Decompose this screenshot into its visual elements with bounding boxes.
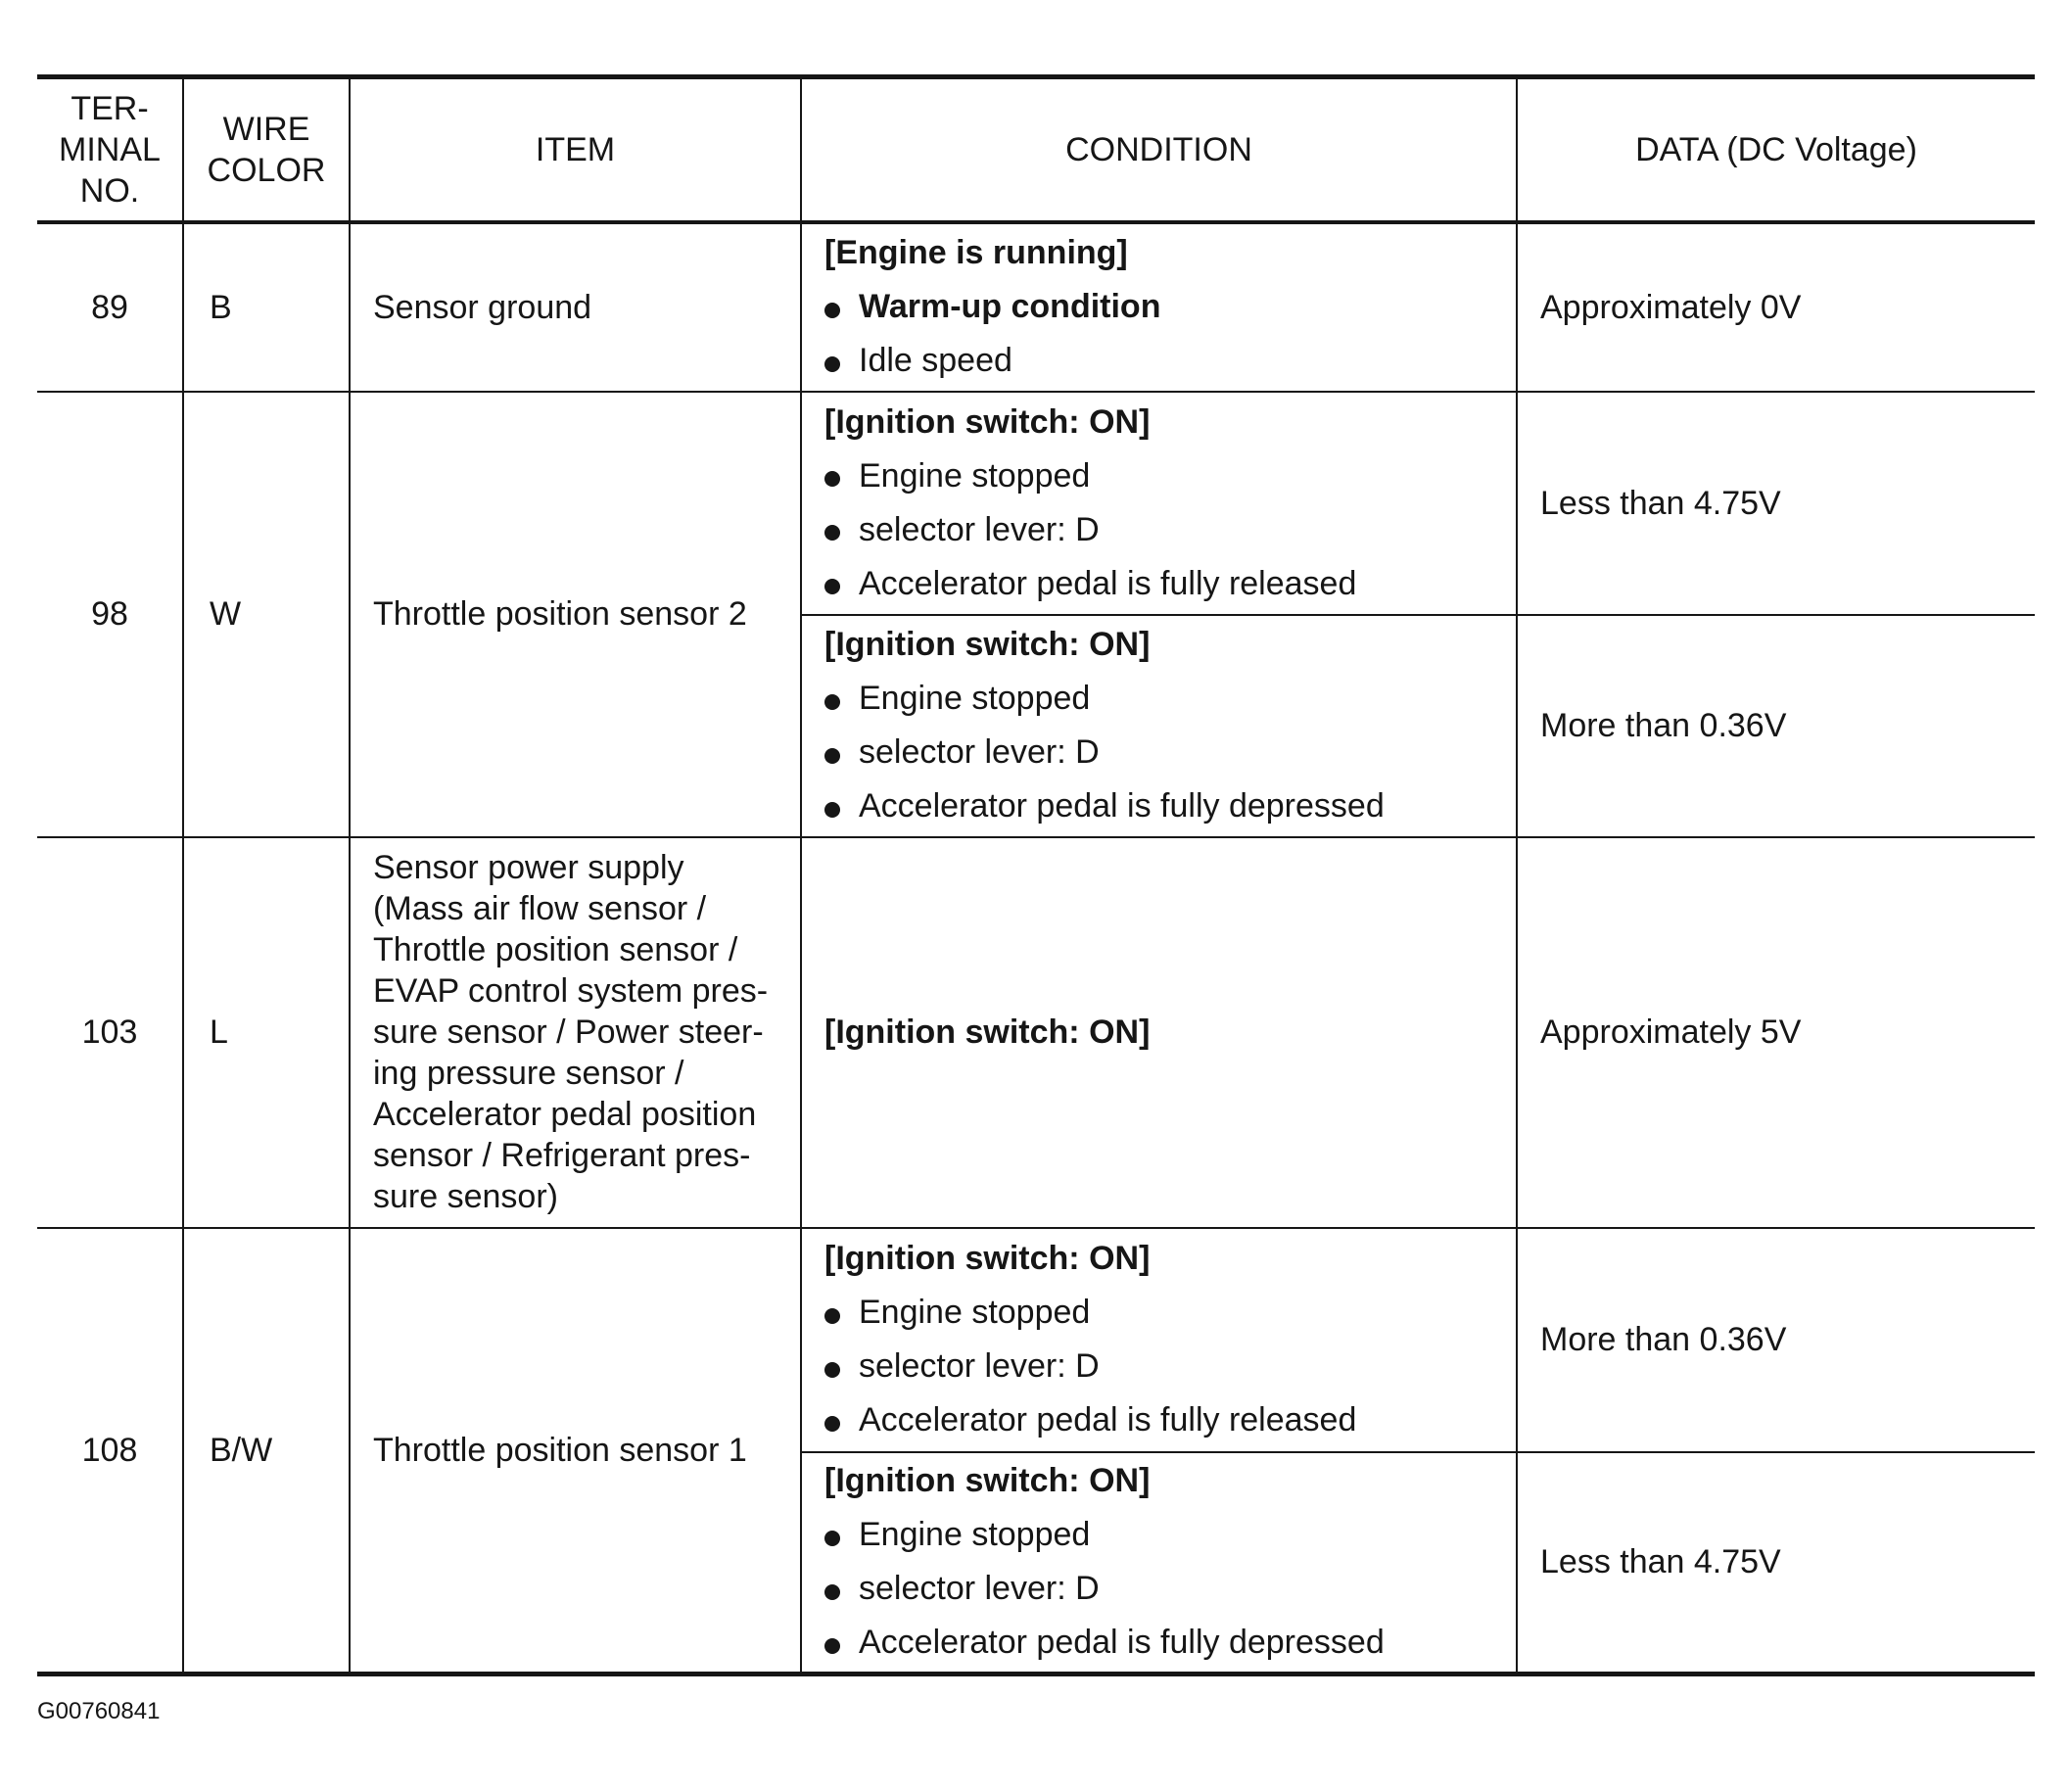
- bullet-icon: [824, 694, 840, 710]
- dc-voltage-value: Less than 4.75V: [1540, 1543, 1781, 1581]
- condition-cell: [801, 1452, 1517, 1674]
- terminal-cell: [37, 837, 183, 1228]
- header-condition: [801, 77, 1517, 222]
- data-cell: [1517, 615, 2035, 837]
- wire-color: B/W: [210, 1431, 273, 1469]
- table-row: [37, 837, 2035, 1228]
- item-text-line: Accelerator pedal position: [373, 1096, 757, 1133]
- terminal-cell: [37, 1228, 183, 1674]
- data-cell: [1517, 392, 2035, 615]
- condition-bullet-text: selector lever: D: [859, 733, 1100, 771]
- terminal-cell: [37, 392, 183, 837]
- bullet-icon: [824, 1308, 840, 1324]
- item-cell: [350, 392, 801, 837]
- header-line: MINAL: [59, 130, 161, 168]
- wire-color: B: [210, 288, 232, 326]
- item-cell: [350, 837, 801, 1228]
- table-row: [37, 222, 2035, 392]
- condition-bullet: [824, 334, 1496, 388]
- header-line: TER-: [71, 89, 149, 127]
- condition-bullet: [824, 672, 1496, 726]
- item-text-line: sure sensor): [373, 1178, 558, 1215]
- bullet-icon: [824, 748, 840, 764]
- condition-bullet-text: Idle speed: [859, 342, 1012, 379]
- item-text-line: sure sensor / Power steer-: [373, 1014, 764, 1051]
- header-line: ITEM: [535, 130, 616, 168]
- table-header: [37, 77, 2035, 222]
- condition-bullet: [824, 449, 1496, 503]
- dc-voltage-value: Approximately 0V: [1540, 288, 1802, 326]
- item-cell: [350, 222, 801, 392]
- condition-bullet: [824, 1340, 1496, 1393]
- condition-cell: [801, 615, 1517, 837]
- figure-id: G00760841: [37, 1698, 161, 1724]
- item-text: Throttle position sensor 2: [373, 595, 747, 633]
- terminal-number: 98: [91, 595, 128, 633]
- bullet-icon: [824, 471, 840, 487]
- item-text-line: Throttle position sensor /: [373, 931, 738, 968]
- bullet-icon: [824, 1416, 840, 1432]
- terminal-cell: [37, 222, 183, 392]
- condition-cell: [801, 837, 1517, 1228]
- condition-bullet: [824, 1508, 1496, 1562]
- terminal-number: 103: [81, 1014, 138, 1051]
- header-line: WIRE: [222, 110, 310, 148]
- data-cell: [1517, 222, 2035, 392]
- condition-bullet: [824, 726, 1496, 779]
- condition-bullet: [824, 779, 1496, 833]
- condition-heading: [Ignition switch: ON]: [824, 402, 1151, 441]
- header-line: CONDITION: [1065, 130, 1252, 168]
- condition-cell: [801, 392, 1517, 615]
- data-cell: [1517, 1228, 2035, 1452]
- wire-color-cell: [183, 392, 350, 837]
- bullet-icon: [824, 1531, 840, 1546]
- condition-cell: [801, 1228, 1517, 1452]
- condition-bullet-text: Engine stopped: [859, 1294, 1091, 1331]
- item-text: Throttle position sensor 1: [373, 1431, 747, 1469]
- condition-bullet: [824, 280, 1496, 334]
- dc-voltage-value: More than 0.36V: [1540, 707, 1787, 744]
- dc-voltage-value: More than 0.36V: [1540, 1321, 1787, 1358]
- wire-color-cell: [183, 1228, 350, 1674]
- condition-bullet-text: Accelerator pedal is fully depressed: [859, 1624, 1385, 1662]
- condition-bullet-text: Warm-up condition: [859, 288, 1161, 325]
- bullet-icon: [824, 303, 840, 318]
- condition-bullet-text: selector lever: D: [859, 1570, 1100, 1608]
- ecm-terminal-table: [37, 74, 2035, 1676]
- header-row: [37, 77, 2035, 222]
- condition-bullet-text: selector lever: D: [859, 1347, 1100, 1385]
- terminal-number: 89: [91, 288, 128, 326]
- bullet-icon: [824, 525, 840, 541]
- condition-bullet-text: Accelerator pedal is fully released: [859, 1401, 1357, 1438]
- header-data: [1517, 77, 2035, 222]
- dc-voltage-value: Less than 4.75V: [1540, 484, 1781, 522]
- item-text-line: (Mass air flow sensor /: [373, 890, 707, 927]
- condition-cell: [801, 222, 1517, 392]
- condition-bullet-text: Engine stopped: [859, 456, 1091, 495]
- header-wire-color: [183, 77, 350, 222]
- bullet-icon: [824, 802, 840, 818]
- data-cell: [1517, 837, 2035, 1228]
- condition-heading: [Ignition switch: ON]: [824, 1013, 1151, 1051]
- condition-bullet-text: Accelerator pedal is fully depressed: [859, 787, 1385, 825]
- item-cell: [350, 1228, 801, 1674]
- table-body: [37, 222, 2035, 1674]
- bullet-icon: [824, 356, 840, 372]
- condition-bullet-text: Engine stopped: [859, 1516, 1091, 1554]
- condition-heading: [Ignition switch: ON]: [824, 626, 1151, 663]
- bullet-icon: [824, 1584, 840, 1600]
- condition-heading: [Ignition switch: ON]: [824, 1240, 1151, 1277]
- wire-color-cell: [183, 222, 350, 392]
- header-line: DATA (DC Voltage): [1635, 130, 1917, 168]
- wire-color: W: [210, 595, 242, 633]
- header-line: COLOR: [207, 151, 326, 189]
- condition-bullet: [824, 1393, 1496, 1447]
- condition-bullet: [824, 1616, 1496, 1670]
- bullet-icon: [824, 579, 840, 594]
- dc-voltage-value: Approximately 5V: [1540, 1014, 1802, 1051]
- item-text-line: Sensor power supply: [373, 849, 684, 886]
- condition-bullet-text: Engine stopped: [859, 680, 1091, 717]
- condition-bullet-text: Accelerator pedal is fully released: [859, 564, 1357, 602]
- bullet-icon: [824, 1362, 840, 1378]
- condition-heading: [Engine is running]: [824, 234, 1128, 271]
- item-text-line: ing pressure sensor /: [373, 1055, 684, 1092]
- condition-bullet: [824, 1562, 1496, 1616]
- item-text-line: EVAP control system pres-: [373, 972, 769, 1010]
- condition-bullet-text: selector lever: D: [859, 510, 1100, 548]
- header-terminal-no: [37, 77, 183, 222]
- header-line: NO.: [79, 171, 140, 210]
- header-item: [350, 77, 801, 222]
- wire-color: L: [210, 1014, 228, 1051]
- data-cell: [1517, 1452, 2035, 1674]
- terminal-number: 108: [81, 1431, 138, 1469]
- item-text-line: sensor / Refrigerant pres-: [373, 1137, 751, 1174]
- table-row: [37, 392, 2035, 615]
- condition-bullet: [824, 557, 1496, 611]
- condition-bullet: [824, 503, 1496, 557]
- wire-color-cell: [183, 837, 350, 1228]
- condition-heading: [Ignition switch: ON]: [824, 1462, 1151, 1500]
- item-text: Sensor ground: [373, 288, 592, 326]
- table-row: [37, 1228, 2035, 1452]
- condition-bullet: [824, 1286, 1496, 1340]
- bullet-icon: [824, 1638, 840, 1654]
